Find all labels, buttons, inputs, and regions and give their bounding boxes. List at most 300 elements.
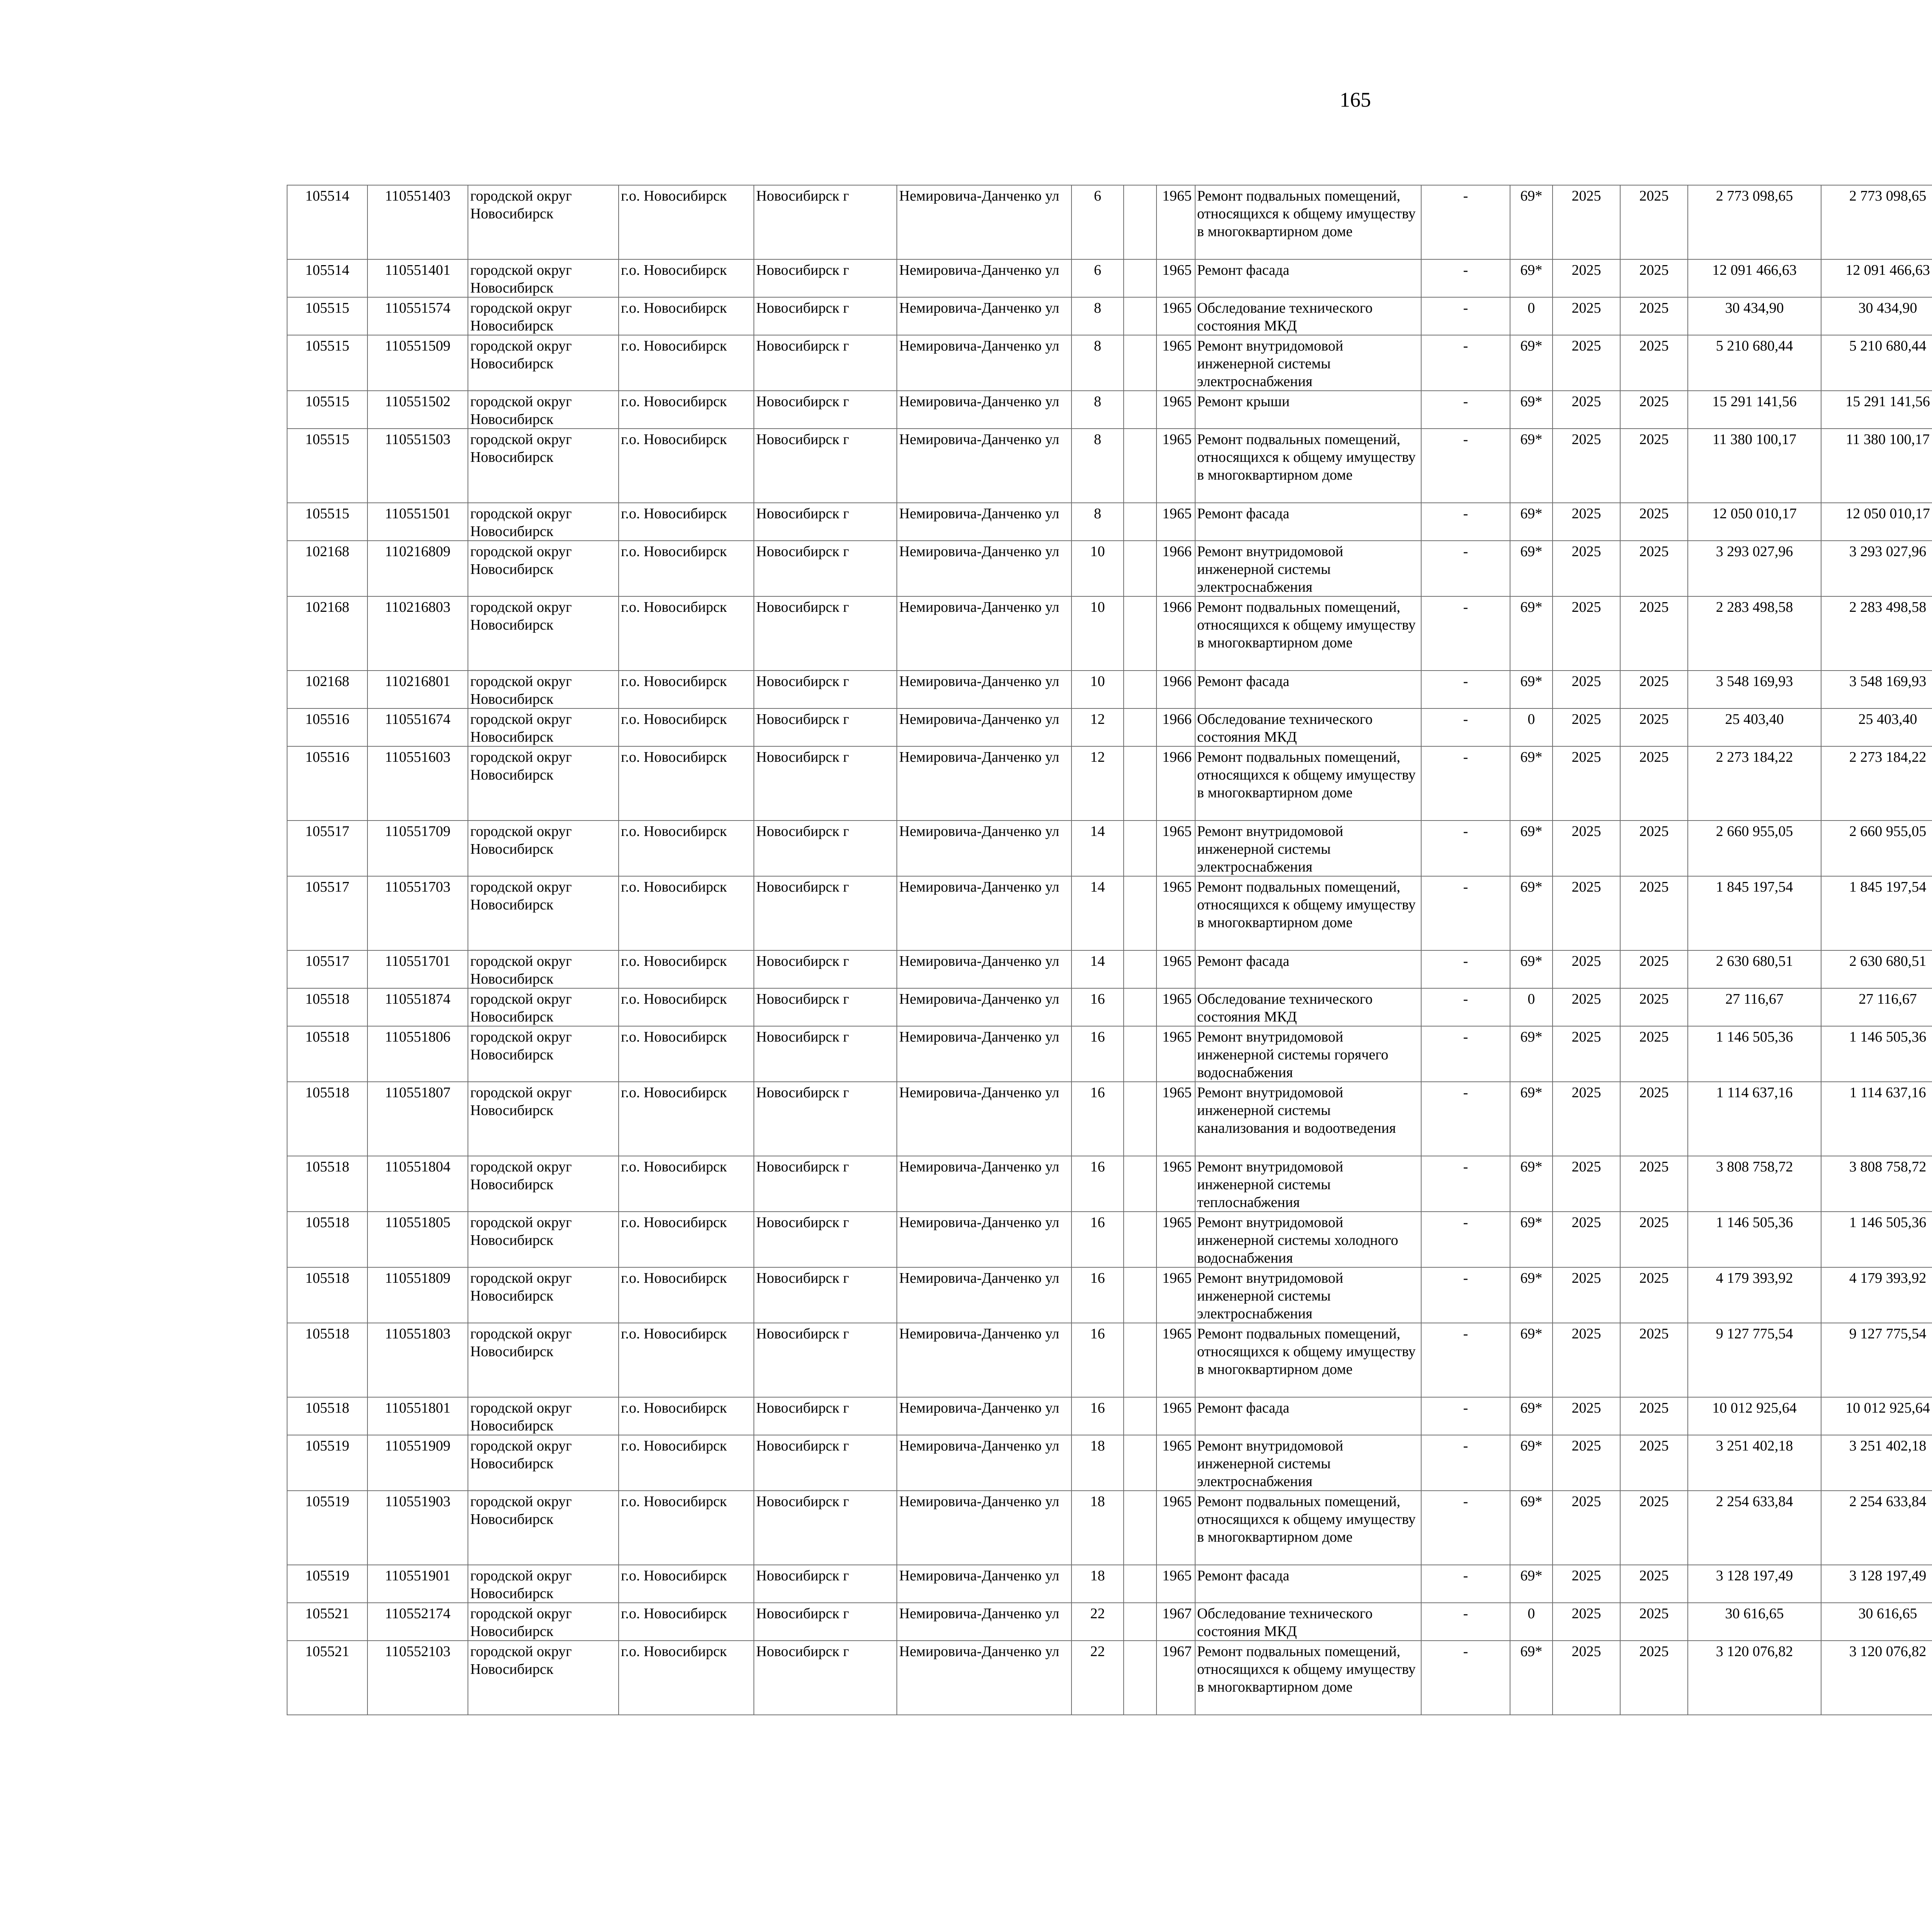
cell-year: 1965 <box>1156 1435 1195 1491</box>
cell-city: Новосибирск г <box>754 746 897 821</box>
cell-build <box>1124 1435 1156 1491</box>
cell-dash: - <box>1421 297 1510 335</box>
cell-code2: 69* <box>1510 1082 1553 1156</box>
cell-code2: 0 <box>1510 297 1553 335</box>
cell-municipality: г.о. Новосибирск <box>619 1026 754 1082</box>
cell-city: Новосибирск г <box>754 185 897 259</box>
cell-district: городской округ Новосибирск <box>468 1491 619 1565</box>
cell-start: 2025 <box>1553 746 1620 821</box>
table-row <box>287 988 1932 1026</box>
cell-code: 110216803 <box>367 596 468 671</box>
cell-id: 105515 <box>287 335 367 391</box>
cell-id: 105518 <box>287 1156 367 1212</box>
cell-end: 2025 <box>1620 259 1688 297</box>
cell-dash: - <box>1421 185 1510 259</box>
cell-work: Ремонт подвальных помещений, относящихся к общему имуществу в многоквартирном доме <box>1195 185 1421 259</box>
cell-end: 2025 <box>1620 1212 1688 1267</box>
cell-district: городской округ Новосибирск <box>468 185 619 259</box>
cell-street: Немировича-Данченко ул <box>897 821 1071 876</box>
cell-build <box>1124 297 1156 335</box>
cell-city: Новосибирск г <box>754 503 897 541</box>
cell-id: 105517 <box>287 821 367 876</box>
cell-district: городской округ Новосибирск <box>468 1641 619 1715</box>
table-row <box>287 950 1932 988</box>
cell-end: 2025 <box>1620 1156 1688 1212</box>
cell-fund: 2 630 680,51 <box>1821 950 1932 988</box>
cell-start: 2025 <box>1553 708 1620 746</box>
cell-dash: - <box>1421 1026 1510 1082</box>
cell-fund: 3 548 169,93 <box>1821 671 1932 708</box>
table-row <box>287 671 1932 708</box>
cell-code2: 69* <box>1510 1026 1553 1082</box>
cell-build <box>1124 708 1156 746</box>
cell-build <box>1124 429 1156 503</box>
cell-district: городской округ Новосибирск <box>468 1435 619 1491</box>
cell-end: 2025 <box>1620 746 1688 821</box>
cell-city: Новосибирск г <box>754 671 897 708</box>
cell-district: городской округ Новосибирск <box>468 429 619 503</box>
cell-start: 2025 <box>1553 1026 1620 1082</box>
cell-house: 10 <box>1071 671 1124 708</box>
cell-city: Новосибирск г <box>754 1603 897 1641</box>
cell-street: Немировича-Данченко ул <box>897 746 1071 821</box>
cell-end: 2025 <box>1620 541 1688 596</box>
cell-code2: 69* <box>1510 503 1553 541</box>
table-row <box>287 1323 1932 1397</box>
cell-work: Ремонт внутридомовой инженерной системы электроснабжения <box>1195 1267 1421 1323</box>
cell-code: 110551509 <box>367 335 468 391</box>
cell-fund: 2 273 184,22 <box>1821 746 1932 821</box>
cell-id: 105518 <box>287 1082 367 1156</box>
cell-street: Немировича-Данченко ул <box>897 391 1071 429</box>
cell-id: 105516 <box>287 708 367 746</box>
table-row <box>287 503 1932 541</box>
table-row <box>287 821 1932 876</box>
cell-build <box>1124 876 1156 950</box>
table-row <box>287 1565 1932 1603</box>
cell-work: Ремонт внутридомовой инженерной системы электроснабжения <box>1195 541 1421 596</box>
cell-house: 14 <box>1071 950 1124 988</box>
cell-city: Новосибирск г <box>754 1026 897 1082</box>
cell-house: 18 <box>1071 1491 1124 1565</box>
cell-end: 2025 <box>1620 1435 1688 1491</box>
cell-fund: 2 773 098,65 <box>1821 185 1932 259</box>
cell-dash: - <box>1421 821 1510 876</box>
table-row <box>287 335 1932 391</box>
cell-city: Новосибирск г <box>754 1397 897 1435</box>
cell-city: Новосибирск г <box>754 1267 897 1323</box>
cell-code2: 69* <box>1510 1641 1553 1715</box>
cell-end: 2025 <box>1620 671 1688 708</box>
cell-year: 1965 <box>1156 1082 1195 1156</box>
cell-dash: - <box>1421 503 1510 541</box>
cell-city: Новосибирск г <box>754 821 897 876</box>
cell-id: 105521 <box>287 1641 367 1715</box>
cell-work: Обследование технического состояния МКД <box>1195 708 1421 746</box>
cell-build <box>1124 1641 1156 1715</box>
cell-build <box>1124 1026 1156 1082</box>
cell-fund: 12 091 466,63 <box>1821 259 1932 297</box>
cell-municipality: г.о. Новосибирск <box>619 1435 754 1491</box>
cell-house: 14 <box>1071 876 1124 950</box>
cell-fund: 25 403,40 <box>1821 708 1932 746</box>
cell-start: 2025 <box>1553 429 1620 503</box>
cell-district: городской округ Новосибирск <box>468 950 619 988</box>
cell-street: Немировича-Данченко ул <box>897 335 1071 391</box>
cell-code2: 69* <box>1510 876 1553 950</box>
cell-dash: - <box>1421 671 1510 708</box>
cell-build <box>1124 821 1156 876</box>
table-row <box>287 1603 1932 1641</box>
cell-street: Немировича-Данченко ул <box>897 950 1071 988</box>
cell-build <box>1124 988 1156 1026</box>
cell-municipality: г.о. Новосибирск <box>619 429 754 503</box>
cell-end: 2025 <box>1620 335 1688 391</box>
cell-fund: 10 012 925,64 <box>1821 1397 1932 1435</box>
cell-start: 2025 <box>1553 1212 1620 1267</box>
cell-house: 16 <box>1071 1156 1124 1212</box>
cell-street: Немировича-Данченко ул <box>897 259 1071 297</box>
cell-total: 15 291 141,56 <box>1688 391 1821 429</box>
cell-municipality: г.о. Новосибирск <box>619 671 754 708</box>
cell-city: Новосибирск г <box>754 1641 897 1715</box>
cell-municipality: г.о. Новосибирск <box>619 185 754 259</box>
table-row <box>287 1026 1932 1082</box>
cell-year: 1966 <box>1156 596 1195 671</box>
cell-code2: 69* <box>1510 950 1553 988</box>
cell-year: 1967 <box>1156 1641 1195 1715</box>
cell-year: 1965 <box>1156 1565 1195 1603</box>
cell-district: городской округ Новосибирск <box>468 1267 619 1323</box>
cell-dash: - <box>1421 708 1510 746</box>
cell-house: 8 <box>1071 391 1124 429</box>
cell-end: 2025 <box>1620 821 1688 876</box>
cell-code2: 0 <box>1510 1603 1553 1641</box>
cell-build <box>1124 391 1156 429</box>
cell-district: городской округ Новосибирск <box>468 1397 619 1435</box>
cell-house: 16 <box>1071 1397 1124 1435</box>
table-row <box>287 541 1932 596</box>
cell-street: Немировича-Данченко ул <box>897 1435 1071 1491</box>
cell-code: 110551674 <box>367 708 468 746</box>
cell-house: 16 <box>1071 988 1124 1026</box>
cell-city: Новосибирск г <box>754 335 897 391</box>
cell-build <box>1124 1323 1156 1397</box>
cell-total: 3 548 169,93 <box>1688 671 1821 708</box>
cell-fund: 2 283 498,58 <box>1821 596 1932 671</box>
cell-fund: 2 254 633,84 <box>1821 1491 1932 1565</box>
cell-dash: - <box>1421 391 1510 429</box>
cell-total: 2 254 633,84 <box>1688 1491 1821 1565</box>
cell-street: Немировича-Данченко ул <box>897 1082 1071 1156</box>
cell-work: Ремонт внутридомовой инженерной системы холодного водоснабжения <box>1195 1212 1421 1267</box>
cell-code: 110551701 <box>367 950 468 988</box>
table-row <box>287 708 1932 746</box>
cell-year: 1966 <box>1156 671 1195 708</box>
cell-municipality: г.о. Новосибирск <box>619 821 754 876</box>
cell-city: Новосибирск г <box>754 1491 897 1565</box>
cell-start: 2025 <box>1553 1603 1620 1641</box>
cell-code: 110551874 <box>367 988 468 1026</box>
cell-work: Ремонт подвальных помещений, относящихся к общему имуществу в многоквартирном доме <box>1195 429 1421 503</box>
cell-total: 10 012 925,64 <box>1688 1397 1821 1435</box>
cell-code: 110551503 <box>367 429 468 503</box>
cell-street: Немировича-Данченко ул <box>897 1323 1071 1397</box>
cell-build <box>1124 950 1156 988</box>
cell-municipality: г.о. Новосибирск <box>619 1212 754 1267</box>
cell-fund: 15 291 141,56 <box>1821 391 1932 429</box>
cell-fund: 2 660 955,05 <box>1821 821 1932 876</box>
cell-street: Немировича-Данченко ул <box>897 185 1071 259</box>
cell-year: 1966 <box>1156 746 1195 821</box>
cell-year: 1965 <box>1156 1491 1195 1565</box>
cell-build <box>1124 671 1156 708</box>
cell-code2: 69* <box>1510 746 1553 821</box>
cell-start: 2025 <box>1553 821 1620 876</box>
cell-start: 2025 <box>1553 503 1620 541</box>
cell-total: 11 380 100,17 <box>1688 429 1821 503</box>
cell-district: городской округ Новосибирск <box>468 876 619 950</box>
cell-build <box>1124 1397 1156 1435</box>
cell-code2: 69* <box>1510 1435 1553 1491</box>
table-row <box>287 391 1932 429</box>
cell-code2: 69* <box>1510 1565 1553 1603</box>
cell-id: 105518 <box>287 988 367 1026</box>
cell-code: 110551803 <box>367 1323 468 1397</box>
cell-end: 2025 <box>1620 1082 1688 1156</box>
cell-house: 14 <box>1071 821 1124 876</box>
cell-code: 110551909 <box>367 1435 468 1491</box>
table-row <box>287 185 1932 259</box>
cell-municipality: г.о. Новосибирск <box>619 950 754 988</box>
cell-total: 2 283 498,58 <box>1688 596 1821 671</box>
cell-district: городской округ Новосибирск <box>468 1323 619 1397</box>
cell-code2: 69* <box>1510 391 1553 429</box>
cell-municipality: г.о. Новосибирск <box>619 876 754 950</box>
cell-build <box>1124 1212 1156 1267</box>
cell-municipality: г.о. Новосибирск <box>619 1641 754 1715</box>
cell-house: 18 <box>1071 1435 1124 1491</box>
cell-id: 105518 <box>287 1397 367 1435</box>
cell-fund: 30 616,65 <box>1821 1603 1932 1641</box>
cell-city: Новосибирск г <box>754 1156 897 1212</box>
cell-district: городской округ Новосибирск <box>468 335 619 391</box>
cell-year: 1965 <box>1156 335 1195 391</box>
cell-dash: - <box>1421 1435 1510 1491</box>
cell-municipality: г.о. Новосибирск <box>619 1603 754 1641</box>
cell-city: Новосибирск г <box>754 1435 897 1491</box>
cell-code: 110551805 <box>367 1212 468 1267</box>
cell-street: Немировича-Данченко ул <box>897 988 1071 1026</box>
cell-year: 1965 <box>1156 259 1195 297</box>
cell-end: 2025 <box>1620 1565 1688 1603</box>
cell-year: 1965 <box>1156 1267 1195 1323</box>
cell-code2: 69* <box>1510 1397 1553 1435</box>
cell-street: Немировича-Данченко ул <box>897 503 1071 541</box>
cell-code: 110551903 <box>367 1491 468 1565</box>
cell-municipality: г.о. Новосибирск <box>619 259 754 297</box>
cell-fund: 3 808 758,72 <box>1821 1156 1932 1212</box>
cell-start: 2025 <box>1553 391 1620 429</box>
cell-municipality: г.о. Новосибирск <box>619 1565 754 1603</box>
page-number: 165 <box>1340 88 1371 111</box>
cell-id: 105519 <box>287 1491 367 1565</box>
table-row <box>287 1212 1932 1267</box>
cell-work: Ремонт подвальных помещений, относящихся к общему имуществу в многоквартирном доме <box>1195 876 1421 950</box>
cell-municipality: г.о. Новосибирск <box>619 503 754 541</box>
cell-year: 1965 <box>1156 876 1195 950</box>
table-row <box>287 259 1932 297</box>
cell-end: 2025 <box>1620 297 1688 335</box>
cell-end: 2025 <box>1620 876 1688 950</box>
cell-code: 110552174 <box>367 1603 468 1641</box>
cell-dash: - <box>1421 988 1510 1026</box>
cell-work: Ремонт подвальных помещений, относящихся к общему имуществу в многоквартирном доме <box>1195 1641 1421 1715</box>
cell-district: городской округ Новосибирск <box>468 821 619 876</box>
cell-municipality: г.о. Новосибирск <box>619 1323 754 1397</box>
cell-work: Ремонт фасада <box>1195 503 1421 541</box>
cell-total: 3 128 197,49 <box>1688 1565 1821 1603</box>
cell-code2: 69* <box>1510 1212 1553 1267</box>
cell-code2: 69* <box>1510 1267 1553 1323</box>
table-row <box>287 1435 1932 1491</box>
cell-total: 4 179 393,92 <box>1688 1267 1821 1323</box>
cell-code2: 69* <box>1510 185 1553 259</box>
cell-build <box>1124 746 1156 821</box>
cell-municipality: г.о. Новосибирск <box>619 596 754 671</box>
cell-code2: 69* <box>1510 1491 1553 1565</box>
cell-end: 2025 <box>1620 1641 1688 1715</box>
cell-dash: - <box>1421 1397 1510 1435</box>
cell-dash: - <box>1421 335 1510 391</box>
cell-street: Немировича-Данченко ул <box>897 671 1071 708</box>
cell-work: Ремонт подвальных помещений, относящихся к общему имуществу в многоквартирном доме <box>1195 596 1421 671</box>
cell-work: Ремонт фасада <box>1195 1565 1421 1603</box>
cell-end: 2025 <box>1620 429 1688 503</box>
cell-total: 9 127 775,54 <box>1688 1323 1821 1397</box>
cell-work: Ремонт внутридомовой инженерной системы электроснабжения <box>1195 1435 1421 1491</box>
cell-total: 30 616,65 <box>1688 1603 1821 1641</box>
cell-year: 1965 <box>1156 988 1195 1026</box>
cell-id: 105515 <box>287 503 367 541</box>
cell-year: 1966 <box>1156 541 1195 596</box>
cell-build <box>1124 1082 1156 1156</box>
cell-total: 2 773 098,65 <box>1688 185 1821 259</box>
cell-dash: - <box>1421 1267 1510 1323</box>
cell-start: 2025 <box>1553 1323 1620 1397</box>
cell-id: 105514 <box>287 185 367 259</box>
cell-code: 110551709 <box>367 821 468 876</box>
cell-street: Немировича-Данченко ул <box>897 429 1071 503</box>
cell-fund: 9 127 775,54 <box>1821 1323 1932 1397</box>
cell-house: 8 <box>1071 297 1124 335</box>
cell-district: городской округ Новосибирск <box>468 1212 619 1267</box>
cell-house: 6 <box>1071 259 1124 297</box>
cell-work: Ремонт внутридомовой инженерной системы канализования и водоотведения <box>1195 1082 1421 1156</box>
cell-build <box>1124 1156 1156 1212</box>
cell-municipality: г.о. Новосибирск <box>619 1491 754 1565</box>
cell-id: 105518 <box>287 1323 367 1397</box>
cell-start: 2025 <box>1553 596 1620 671</box>
cell-city: Новосибирск г <box>754 1323 897 1397</box>
cell-code2: 69* <box>1510 1323 1553 1397</box>
cell-end: 2025 <box>1620 708 1688 746</box>
cell-house: 8 <box>1071 335 1124 391</box>
cell-fund: 1 146 505,36 <box>1821 1212 1932 1267</box>
cell-total: 1 845 197,54 <box>1688 876 1821 950</box>
cell-dash: - <box>1421 259 1510 297</box>
cell-house: 10 <box>1071 596 1124 671</box>
cell-code: 110216809 <box>367 541 468 596</box>
cell-code: 110551901 <box>367 1565 468 1603</box>
cell-district: городской округ Новосибирск <box>468 1565 619 1603</box>
cell-total: 25 403,40 <box>1688 708 1821 746</box>
cell-code: 110216801 <box>367 671 468 708</box>
cell-work: Ремонт подвальных помещений, относящихся к общему имуществу в многоквартирном доме <box>1195 746 1421 821</box>
cell-start: 2025 <box>1553 671 1620 708</box>
cell-dash: - <box>1421 1212 1510 1267</box>
cell-district: городской округ Новосибирск <box>468 671 619 708</box>
cell-street: Немировича-Данченко ул <box>897 876 1071 950</box>
cell-city: Новосибирск г <box>754 259 897 297</box>
cell-fund: 4 179 393,92 <box>1821 1267 1932 1323</box>
cell-year: 1966 <box>1156 708 1195 746</box>
cell-end: 2025 <box>1620 185 1688 259</box>
cell-work: Ремонт внутридомовой инженерной системы теплоснабжения <box>1195 1156 1421 1212</box>
cell-dash: - <box>1421 1082 1510 1156</box>
cell-code: 110551806 <box>367 1026 468 1082</box>
cell-total: 1 114 637,16 <box>1688 1082 1821 1156</box>
cell-build <box>1124 1603 1156 1641</box>
cell-district: городской округ Новосибирск <box>468 708 619 746</box>
cell-year: 1965 <box>1156 429 1195 503</box>
cell-code2: 69* <box>1510 596 1553 671</box>
cell-total: 27 116,67 <box>1688 988 1821 1026</box>
cell-total: 3 251 402,18 <box>1688 1435 1821 1491</box>
cell-district: городской округ Новосибирск <box>468 1026 619 1082</box>
table-row <box>287 746 1932 821</box>
cell-end: 2025 <box>1620 1267 1688 1323</box>
cell-end: 2025 <box>1620 988 1688 1026</box>
cell-year: 1965 <box>1156 503 1195 541</box>
cell-house: 6 <box>1071 185 1124 259</box>
cell-start: 2025 <box>1553 297 1620 335</box>
cell-house: 22 <box>1071 1641 1124 1715</box>
cell-build <box>1124 185 1156 259</box>
cell-work: Обследование технического состояния МКД <box>1195 297 1421 335</box>
cell-house: 10 <box>1071 541 1124 596</box>
cell-district: городской округ Новосибирск <box>468 1082 619 1156</box>
cell-district: городской округ Новосибирск <box>468 746 619 821</box>
cell-start: 2025 <box>1553 259 1620 297</box>
cell-house: 16 <box>1071 1267 1124 1323</box>
cell-district: городской округ Новосибирск <box>468 1156 619 1212</box>
cell-city: Новосибирск г <box>754 297 897 335</box>
cell-street: Немировича-Данченко ул <box>897 1565 1071 1603</box>
cell-code2: 0 <box>1510 988 1553 1026</box>
cell-start: 2025 <box>1553 541 1620 596</box>
cell-start: 2025 <box>1553 1435 1620 1491</box>
cell-work: Ремонт внутридомовой инженерной системы электроснабжения <box>1195 335 1421 391</box>
cell-id: 105518 <box>287 1026 367 1082</box>
cell-district: городской округ Новосибирск <box>468 596 619 671</box>
cell-end: 2025 <box>1620 1603 1688 1641</box>
table-row <box>287 1082 1932 1156</box>
cell-street: Немировича-Данченко ул <box>897 1212 1071 1267</box>
cell-id: 102168 <box>287 541 367 596</box>
cell-fund: 3 293 027,96 <box>1821 541 1932 596</box>
cell-code2: 69* <box>1510 335 1553 391</box>
